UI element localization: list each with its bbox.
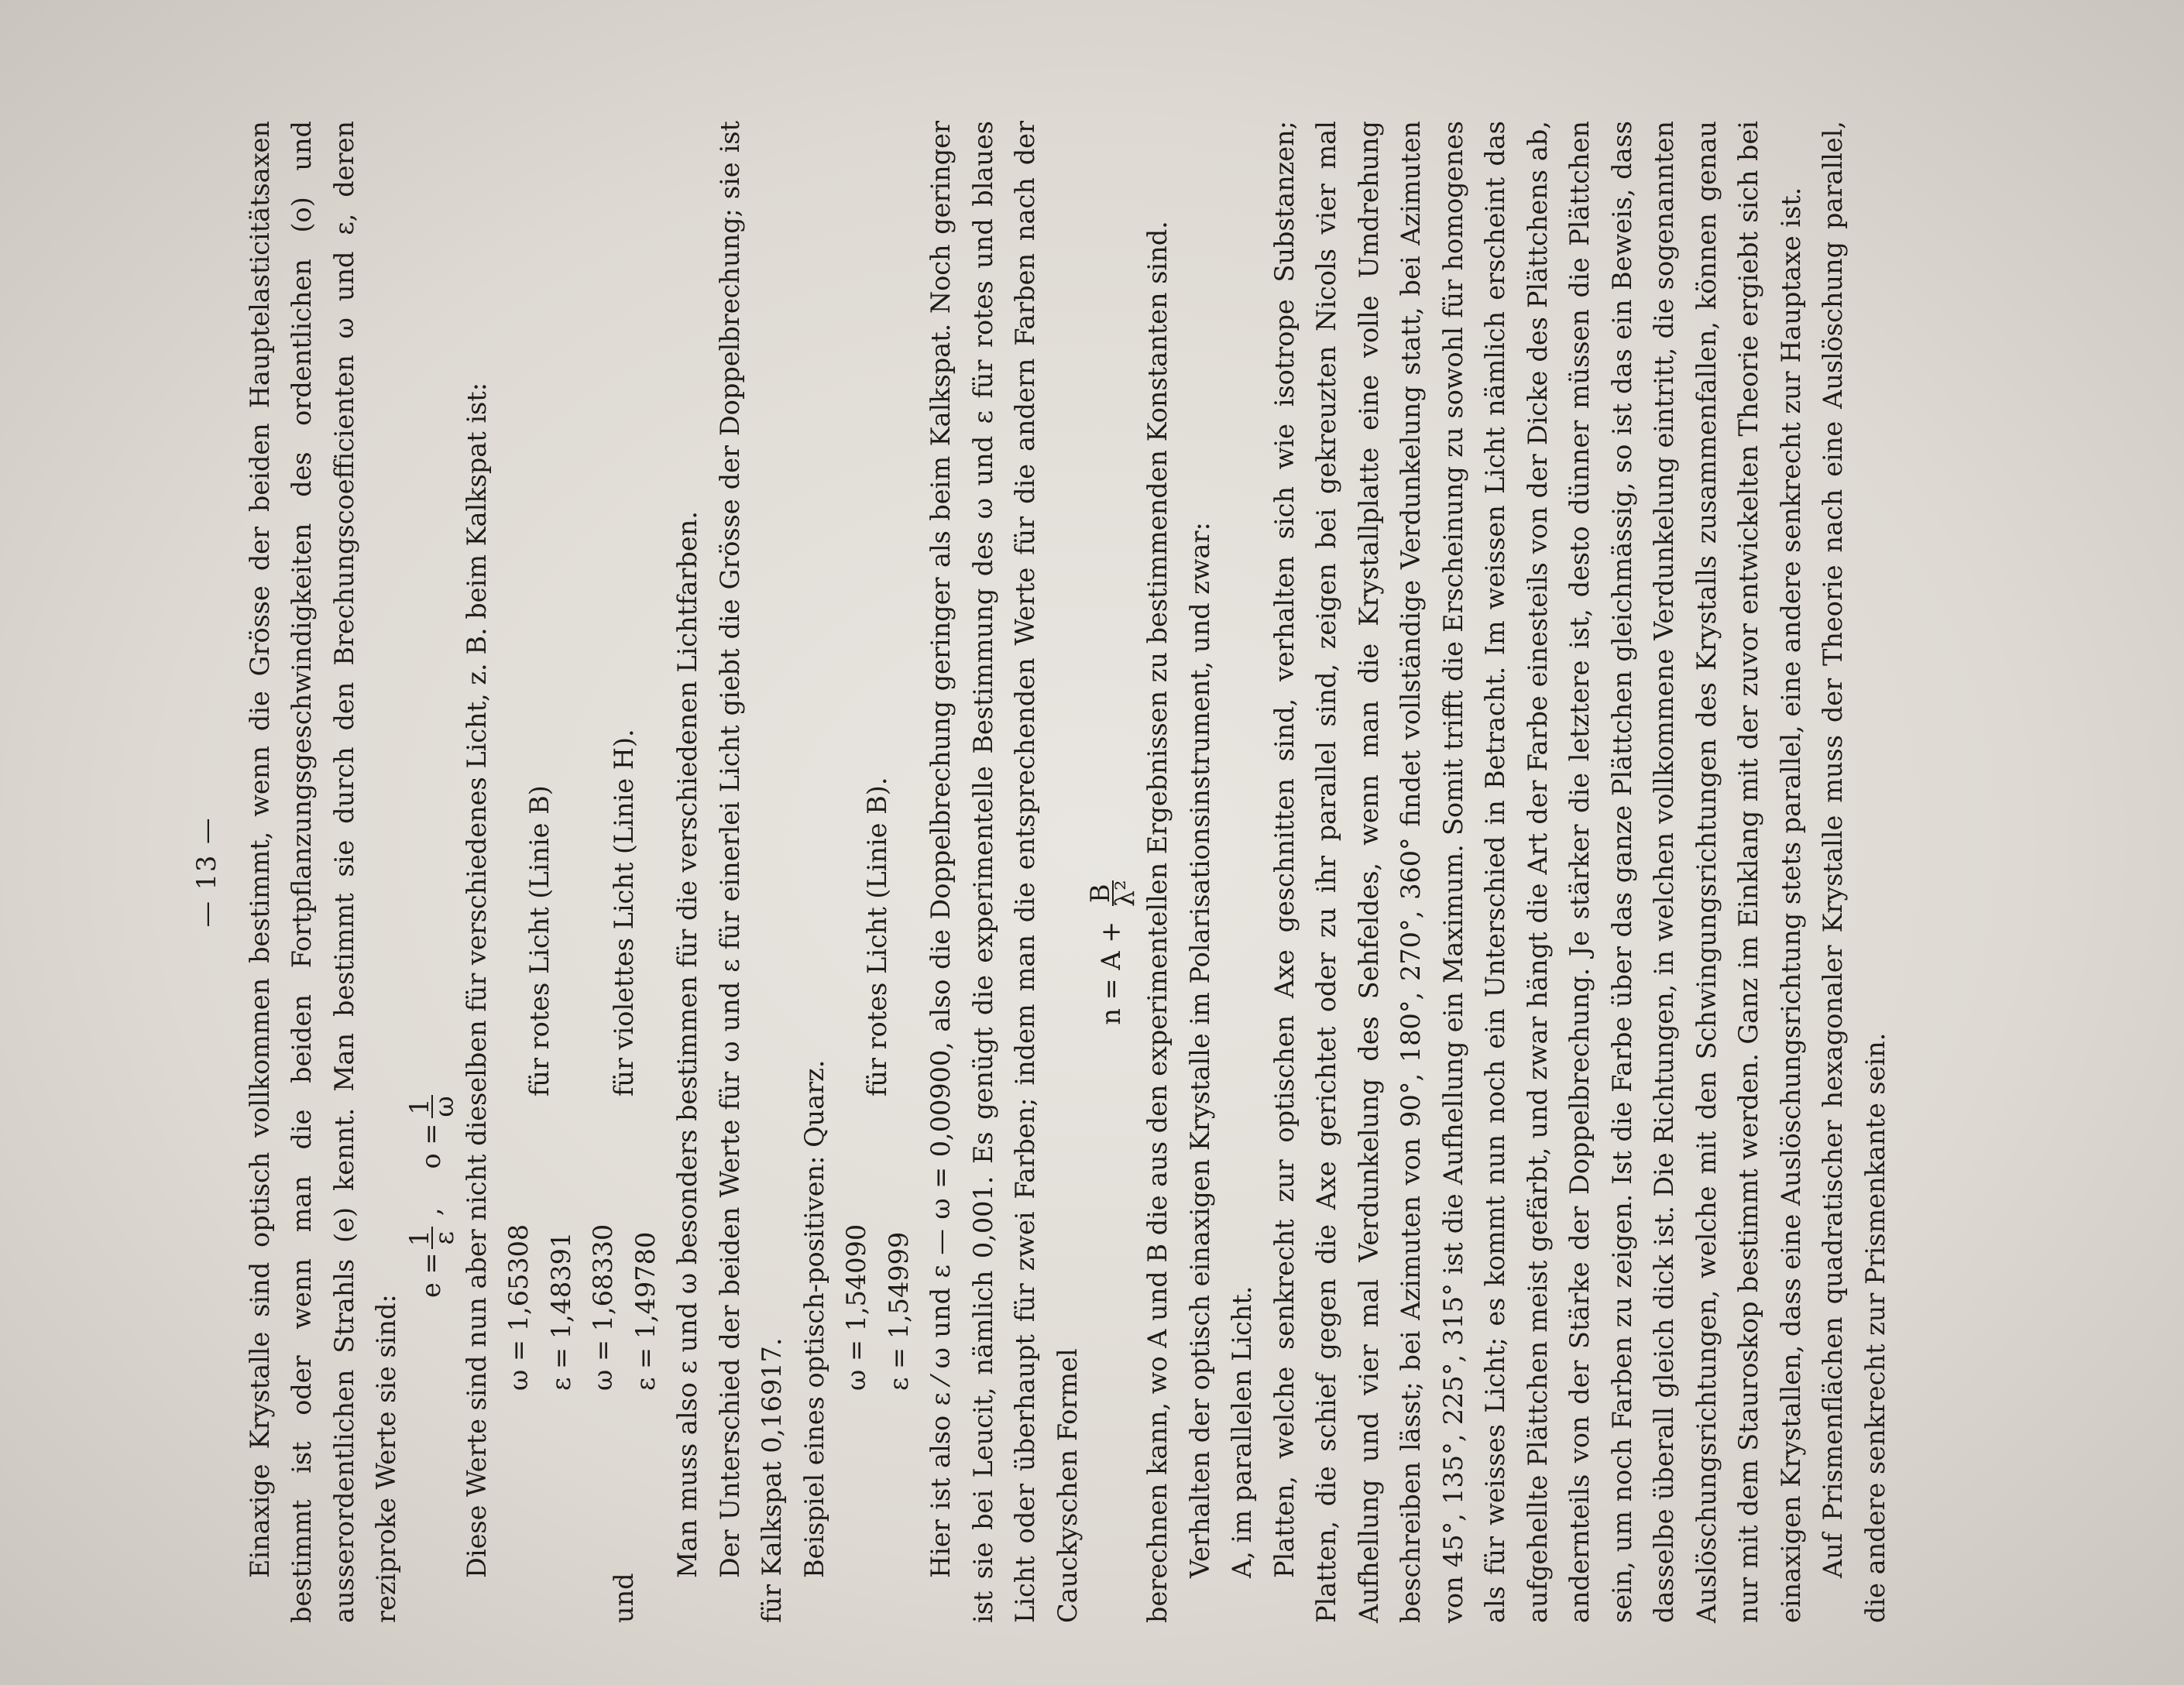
paragraph-difference: Der Unterschied der beiden Werte für ω und ε für einerlei Licht giebt die Grösse der Doppelbrechung; sie ist für Kalkspat 0,16917. xyxy=(714,121,787,1623)
cauchy-formula xyxy=(1085,121,1140,1623)
fraction-one-over-omega xyxy=(403,1093,459,1120)
reciprocal-equation: e = 1 ε , o = 1 ω xyxy=(408,121,456,1623)
page-number: — 13 — xyxy=(191,816,221,928)
paragraph-determine: Man muss also ε und ω besonders bestimmen für die verschiedenen Lichtfarben. xyxy=(672,511,702,1578)
cauchy-lhs: n = A + xyxy=(1096,921,1126,1025)
calcite-violet-epsilon: ε = 1,49780 xyxy=(630,1231,661,1391)
paragraph-quartz-example: Beispiel eines optisch-positiven: Quarz. xyxy=(798,1059,829,1578)
calcite-red-epsilon: ε = 1,48391 xyxy=(545,1231,576,1391)
paragraph-constants: berechnen kann, wo A und B die aus den experimentellen Ergebnissen zu bestimmenden Konstanten sind. xyxy=(1142,221,1173,1623)
and-word: und xyxy=(609,1573,640,1623)
cauchy-den: λ² xyxy=(1110,880,1140,908)
quartz-omega: ω = 1,54090 xyxy=(841,1223,871,1391)
quartz-label: für rotes Licht (Linie B). xyxy=(862,777,893,1096)
cauchy-num: B xyxy=(1089,880,1114,906)
quartz-epsilon: ε = 1,54999 xyxy=(883,1231,914,1391)
frac-num: 1 xyxy=(408,1227,433,1249)
paragraph-parallel-light: A, im parallelen Licht. xyxy=(1227,1285,1257,1578)
paragraph-birefringence: Hier ist also ε ⁄ ω und ε — ω = 0,00900, also die Doppelbrechung geringer als beim Kalkspat. Noch geringer ist sie bei Leucit, nämlich 0,001. Es genügt die experimentelle Bestimmung des ω und ε für rotes und blaues Licht oder überhaupt für zwei Farben; indem man die entsprechenden Werte für die andern Farben nach der Cauckyschen Formel xyxy=(925,121,1083,1623)
quartz-values xyxy=(836,121,920,1623)
paragraph-prism-faces: Auf Prismenflächen quadratischer hexagonaler Krystalle muss der Theorie nach eine Auslöschung parallel, die andere senkrecht zur Prismenkante sein. xyxy=(1818,121,1890,1623)
fraction-one-over-epsilon xyxy=(403,1227,459,1249)
calcite-red-label: für rotes Licht (Linie B) xyxy=(524,785,555,1096)
paragraph-intro: Einaxige Krystalle sind optisch vollkommen bestimmt, wenn die Grösse der beiden Hauptelasticitätsaxen bestimmt ist oder wenn man die beiden Fortpflanzungsgeschwindigkeiten des ordentlichen (o) und ausserordentlichen Strahls (e) kennt. Man bestimmt sie durch den Brechungscoefficienten ω und ε, deren reziproke Werte sie sind: xyxy=(244,121,401,1623)
calcite-violet-values xyxy=(582,121,667,1623)
calcite-violet-omega: ω = 1,68330 xyxy=(588,1223,618,1391)
cauchy-fraction xyxy=(1085,877,1140,910)
frac-num-2: 1 xyxy=(408,1095,433,1117)
frac-den: ε xyxy=(428,1231,459,1245)
eq-o-lhs: o = xyxy=(416,1123,447,1169)
paragraph-values-differ: Diese Werte sind nun aber nicht dieselben für verschiedenes Licht, z. B. beim Kalkspat ist: xyxy=(461,382,492,1578)
calcite-red-values xyxy=(498,121,582,1623)
calcite-violet-label: für violettes Licht (Linie H). xyxy=(609,729,640,1096)
page-body xyxy=(186,121,2184,1623)
paragraph-polarisation-heading: Verhalten der optisch einaxigen Krystalle im Polarisationsinstrument, und zwar: xyxy=(1184,522,1215,1578)
calcite-red-omega: ω = 1,65308 xyxy=(503,1223,534,1391)
eq-e-lhs: e = xyxy=(416,1252,447,1298)
frac-den-2: ω xyxy=(428,1096,459,1117)
paragraph-plates: Platten, welche senkrecht zur optischen Axe geschnitten sind, verhalten sich wie isotrope Substanzen; Platten, die schief gegen die Axe gerichtet oder zu ihr parallel sind, zeigen bei gekreuzten Nicols vier mal Aufhellung und vier mal Verdunkelung des Sehfeldes, wenn man die Krystallplatte eine volle Umdrehung beschreiben lässt; bei Azimuten von 90°, 180°, 270°, 360° findet vollständige Verdunkelung statt, bei Azimuten von 45°, 135°, 225°, 315° ist die Aufhellung ein Maximum. Somit trifft die Erscheinung zu sowohl für homogenes als für weisses Licht; es kommt nun noch ein Unterschied in Betracht. Im weissen Licht nämlich erscheint das aufgehellte Plättchen meist gefärbt, und zwar hängt die Art der Farbe einesteils von der Dicke des Plättchens ab, andernteils von der Stärke der Doppelbrechung. Je stärker die letztere ist, desto dünner müssen die Plättchen sein, um noch Farben zu zeigen. Ist die Farbe über das ganze Plättchen gleichmässig, so ist das ein Beweis, dass dasselbe überall gleich dick ist. Die Richtungen, in welchen vollkommene Verdunkelung eintritt, die sogenannten Auslöschungsrichtungen, welche mit den Schwingungsrichtungen des Krystalls zusammenfallen, können genau nur mit dem Stauroskop bestimmt werden. Ganz im Einklang mit der zuvor entwickelten Theorie ergiebt sich bei einaxigen Krystallen, dass eine Auslöschungsrichtung stets parallel, eine andere senkrecht zur Hauptaxe ist. xyxy=(1269,121,1806,1623)
